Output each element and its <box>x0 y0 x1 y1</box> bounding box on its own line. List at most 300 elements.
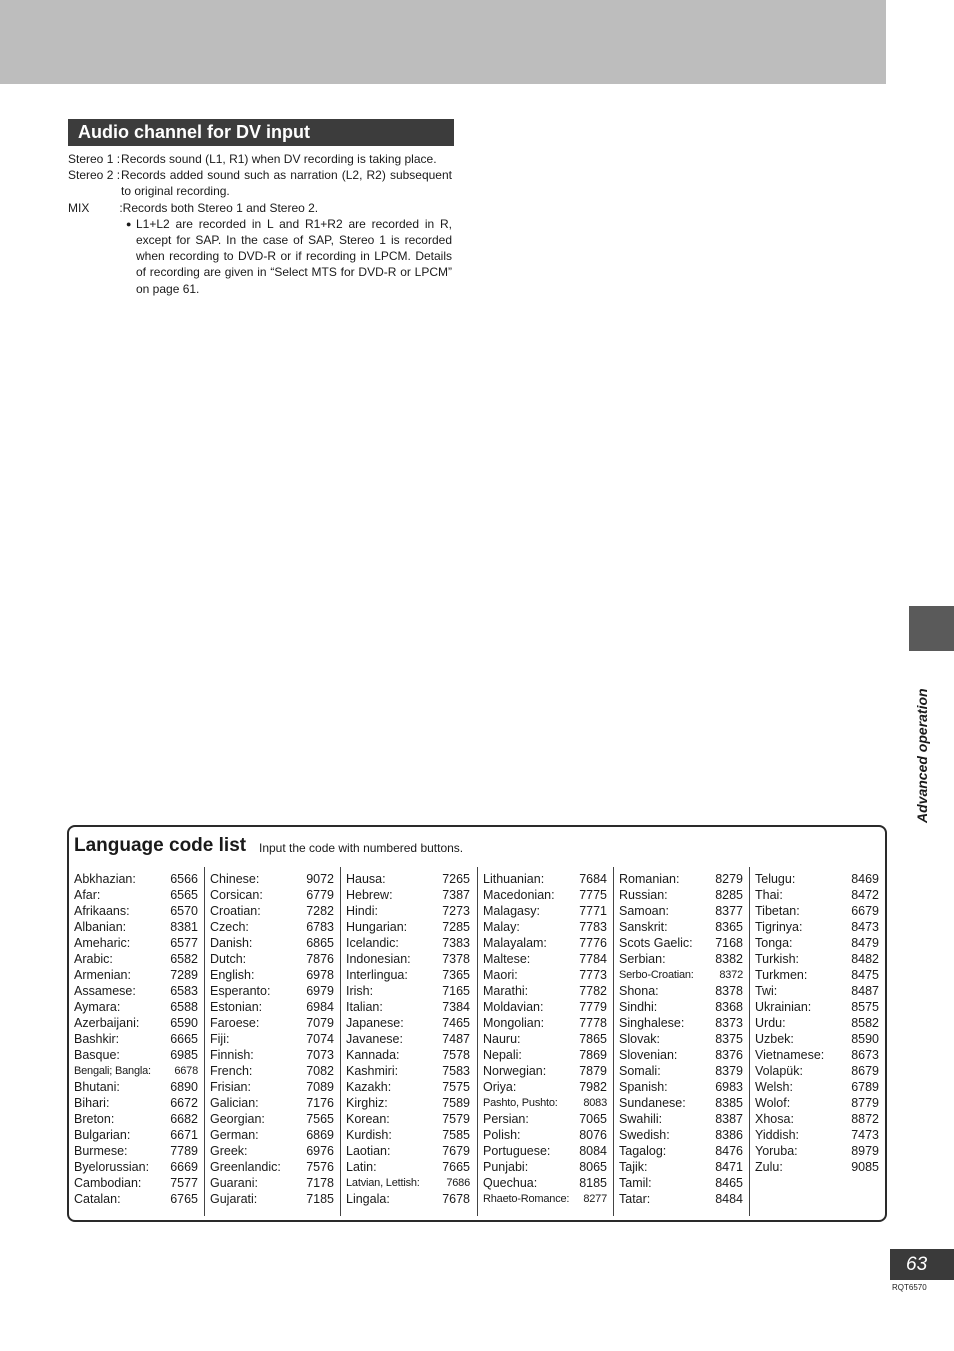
language-name: Yoruba: <box>755 1144 798 1158</box>
language-code: 6577 <box>170 936 198 950</box>
language-row <box>749 1015 885 1031</box>
language-row <box>68 1095 204 1111</box>
language-code: 7282 <box>306 904 334 918</box>
language-row <box>613 1095 749 1111</box>
language-row <box>477 1127 613 1143</box>
language-code: 6671 <box>170 1128 198 1142</box>
section-side-label: Advanced operation <box>914 688 930 823</box>
language-row <box>613 1159 749 1175</box>
language-name: Nepali: <box>483 1048 522 1062</box>
language-name: Tonga: <box>755 936 793 950</box>
language-row <box>749 1111 885 1127</box>
language-row <box>477 1015 613 1031</box>
language-code: 7565 <box>306 1112 334 1126</box>
language-name: Slovak: <box>619 1032 660 1046</box>
language-code: 7779 <box>579 1000 607 1014</box>
language-code: 6679 <box>851 904 879 918</box>
language-name: Serbo-Croatian: <box>619 969 694 981</box>
language-row <box>613 887 749 903</box>
language-name: Malay: <box>483 920 520 934</box>
language-name: Laotian: <box>346 1144 391 1158</box>
language-name: Bhutani: <box>74 1080 120 1094</box>
language-code: 8285 <box>715 888 743 902</box>
language-row <box>68 1143 204 1159</box>
language-row <box>204 1031 340 1047</box>
language-code: 7185 <box>306 1192 334 1206</box>
language-row <box>613 1079 749 1095</box>
language-row <box>613 1015 749 1031</box>
language-name: Bihari: <box>74 1096 110 1110</box>
language-row <box>204 1143 340 1159</box>
language-row <box>477 935 613 951</box>
language-name: Irish: <box>346 984 374 998</box>
language-row <box>340 871 476 887</box>
bullet-icon: ● <box>126 218 132 229</box>
language-name: Punjabi: <box>483 1160 529 1174</box>
language-code: 7065 <box>579 1112 607 1126</box>
audio-channel-definitions <box>68 151 452 297</box>
language-row <box>477 1079 613 1095</box>
language-list-subtitle: Input the code with numbered buttons. <box>259 841 464 855</box>
language-name: Malagasy: <box>483 904 540 918</box>
language-row <box>68 1111 204 1127</box>
language-row <box>340 967 476 983</box>
language-code: 7784 <box>579 952 607 966</box>
language-name: Greek: <box>210 1144 248 1158</box>
language-code: 8365 <box>715 920 743 934</box>
language-row <box>340 983 476 999</box>
language-name: French: <box>210 1064 253 1078</box>
language-name: Greenlandic: <box>210 1160 281 1174</box>
language-code: 8382 <box>715 952 743 966</box>
language-code: 6565 <box>170 888 198 902</box>
language-row <box>749 903 885 919</box>
language-row <box>477 1047 613 1063</box>
language-name: Vietnamese: <box>755 1048 825 1062</box>
language-list-title: Language code list <box>74 835 247 856</box>
language-name: Ukrainian: <box>755 1000 812 1014</box>
language-code: 6588 <box>170 1000 198 1014</box>
language-name: Swahili: <box>619 1112 663 1126</box>
language-code: 6582 <box>170 952 198 966</box>
language-name: Sanskrit: <box>619 920 668 934</box>
language-row <box>68 871 204 887</box>
language-name: Slovenian: <box>619 1048 678 1062</box>
language-name: Swedish: <box>619 1128 670 1142</box>
language-name: Croatian: <box>210 904 261 918</box>
language-name: Chinese: <box>210 872 260 886</box>
language-code: 8386 <box>715 1128 743 1142</box>
language-row <box>340 1063 476 1079</box>
language-row <box>68 935 204 951</box>
language-code: 6869 <box>306 1128 334 1142</box>
language-name: Armenian: <box>74 968 131 982</box>
language-row <box>340 1095 476 1111</box>
language-code: 8084 <box>579 1144 607 1158</box>
language-row <box>68 1063 204 1079</box>
language-row <box>68 1015 204 1031</box>
language-row <box>68 1159 204 1175</box>
language-code: 7585 <box>442 1128 470 1142</box>
language-code: 7775 <box>579 888 607 902</box>
language-row <box>68 967 204 983</box>
section-side-tab <box>909 606 954 651</box>
language-name: Tamil: <box>619 1176 652 1190</box>
language-row <box>477 1063 613 1079</box>
language-name: Wolof: <box>755 1096 791 1110</box>
language-row <box>749 967 885 983</box>
language-code: 7869 <box>579 1048 607 1062</box>
mix-description: :Records both Stereo 1 and Stereo 2. <box>119 200 319 215</box>
language-name: Tajik: <box>619 1160 648 1174</box>
language-name: Lithuanian: <box>483 872 545 886</box>
language-code: 8083 <box>583 1097 607 1109</box>
language-row <box>613 1175 749 1191</box>
language-row <box>340 1047 476 1063</box>
language-name: Assamese: <box>74 984 136 998</box>
language-code: 7289 <box>170 968 198 982</box>
language-name: Marathi: <box>483 984 529 998</box>
language-row <box>204 983 340 999</box>
language-code: 7082 <box>306 1064 334 1078</box>
language-row <box>613 951 749 967</box>
language-name: Romanian: <box>619 872 680 886</box>
language-name: Galician: <box>210 1096 259 1110</box>
language-name: Icelandic: <box>346 936 399 950</box>
language-row <box>613 903 749 919</box>
language-row <box>204 951 340 967</box>
language-row <box>340 1191 476 1207</box>
language-row <box>340 887 476 903</box>
language-code: 7465 <box>442 1016 470 1030</box>
language-name: Tatar: <box>619 1192 651 1206</box>
language-code: 7378 <box>442 952 470 966</box>
language-row <box>477 1191 613 1207</box>
language-row <box>68 1079 204 1095</box>
language-name: Lingala: <box>346 1192 390 1206</box>
language-code: 7982 <box>579 1080 607 1094</box>
language-row <box>204 1127 340 1143</box>
stereo1-term: Stereo 1 : <box>68 152 121 166</box>
language-row <box>613 1143 749 1159</box>
language-row <box>477 903 613 919</box>
language-row <box>340 919 476 935</box>
language-code: 7684 <box>579 872 607 886</box>
language-name: Rhaeto-Romance: <box>483 1193 570 1205</box>
language-row <box>613 983 749 999</box>
language-name: Kazakh: <box>346 1080 392 1094</box>
language-name: Burmese: <box>74 1144 128 1158</box>
language-name: Frisian: <box>210 1080 251 1094</box>
language-name: Bashkir: <box>74 1032 120 1046</box>
language-code: 8277 <box>583 1193 607 1205</box>
language-row <box>340 1143 476 1159</box>
language-name: Hindi: <box>346 904 378 918</box>
language-row <box>613 1063 749 1079</box>
language-code: 8872 <box>851 1112 879 1126</box>
mix-note-text: L1+L2 are recorded in L and R1+R2 are recorded in R, except for SAP. In the case of SAP, Stereo 1 is recorded when recording to DVD-R or if recording in LPCM. Details of recording are given in “Select MTS for DVD-R or LPCM” on page 61. <box>136 216 452 296</box>
language-code: 9085 <box>851 1160 879 1174</box>
language-code: 8381 <box>170 920 198 934</box>
language-column <box>613 871 749 1207</box>
language-name: Czech: <box>210 920 249 934</box>
language-code: 8476 <box>715 1144 743 1158</box>
language-name: Spanish: <box>619 1080 668 1094</box>
language-code: 8185 <box>579 1176 607 1190</box>
language-code: 8375 <box>715 1032 743 1046</box>
language-name: Guarani: <box>210 1176 258 1190</box>
top-header-band <box>0 0 886 84</box>
stereo2-definition <box>68 167 452 199</box>
language-row <box>204 871 340 887</box>
language-code: 7589 <box>442 1096 470 1110</box>
column-divider <box>204 867 205 1216</box>
language-name: Breton: <box>74 1112 115 1126</box>
language-name: Telugu: <box>755 872 796 886</box>
language-row <box>613 999 749 1015</box>
language-name: Corsican: <box>210 888 263 902</box>
language-name: Azerbaijani: <box>74 1016 140 1030</box>
language-code: 7578 <box>442 1048 470 1062</box>
language-row <box>68 1047 204 1063</box>
language-code: 6682 <box>170 1112 198 1126</box>
language-name: Mongolian: <box>483 1016 545 1030</box>
language-name: Latin: <box>346 1160 377 1174</box>
language-name: Portuguese: <box>483 1144 551 1158</box>
language-name: Scots Gaelic: <box>619 936 693 950</box>
language-name: Georgian: <box>210 1112 265 1126</box>
language-code: 7089 <box>306 1080 334 1094</box>
language-row <box>477 1095 613 1111</box>
mix-term: MIX <box>68 200 90 215</box>
language-row <box>477 999 613 1015</box>
language-row <box>340 935 476 951</box>
language-name: Esperanto: <box>210 984 271 998</box>
language-name: Kannada: <box>346 1048 400 1062</box>
language-name: Tibetan: <box>755 904 800 918</box>
language-code: 8387 <box>715 1112 743 1126</box>
column-divider <box>613 867 614 1216</box>
language-code: 7782 <box>579 984 607 998</box>
language-code: 8487 <box>851 984 879 998</box>
language-name: Estonian: <box>210 1000 263 1014</box>
language-code: 8590 <box>851 1032 879 1046</box>
language-code: 7879 <box>579 1064 607 1078</box>
language-name: Faroese: <box>210 1016 260 1030</box>
language-row <box>204 903 340 919</box>
language-code: 7176 <box>306 1096 334 1110</box>
language-code: 7776 <box>579 936 607 950</box>
language-row <box>749 1063 885 1079</box>
language-row <box>68 951 204 967</box>
language-row <box>613 1127 749 1143</box>
language-row <box>477 1111 613 1127</box>
language-code: 8065 <box>579 1160 607 1174</box>
language-code: 7285 <box>442 920 470 934</box>
language-name: German: <box>210 1128 259 1142</box>
language-code: 7384 <box>442 1000 470 1014</box>
language-name: Polish: <box>483 1128 521 1142</box>
language-row <box>749 1127 885 1143</box>
column-divider <box>749 867 750 1216</box>
stereo1-definition <box>68 151 452 167</box>
language-name: Serbian: <box>619 952 666 966</box>
language-code: 6678 <box>174 1065 198 1077</box>
language-row <box>613 871 749 887</box>
language-code: 7178 <box>306 1176 334 1190</box>
language-row <box>477 1159 613 1175</box>
language-name: Japanese: <box>346 1016 404 1030</box>
language-code: 8377 <box>715 904 743 918</box>
language-code: 7876 <box>306 952 334 966</box>
language-row <box>204 1159 340 1175</box>
language-code: 7576 <box>306 1160 334 1174</box>
language-code: 6789 <box>851 1080 879 1094</box>
language-row <box>477 983 613 999</box>
language-code: 7387 <box>442 888 470 902</box>
language-row <box>613 935 749 951</box>
language-code: 6665 <box>170 1032 198 1046</box>
language-row <box>68 1031 204 1047</box>
language-row <box>749 983 885 999</box>
language-code: 7073 <box>306 1048 334 1062</box>
language-name: Danish: <box>210 936 253 950</box>
language-name: Tigrinya: <box>755 920 803 934</box>
language-row <box>68 999 204 1015</box>
language-name: Fiji: <box>210 1032 230 1046</box>
language-code: 8479 <box>851 936 879 950</box>
language-code: 8465 <box>715 1176 743 1190</box>
language-code: 6978 <box>306 968 334 982</box>
stereo2-term: Stereo 2 : <box>68 168 121 183</box>
language-code: 7679 <box>442 1144 470 1158</box>
language-row <box>68 903 204 919</box>
language-code: 7577 <box>170 1176 198 1190</box>
language-name: Bengali; Bangla: <box>74 1065 151 1077</box>
language-code: 6983 <box>715 1080 743 1094</box>
language-name: Samoan: <box>619 904 670 918</box>
language-name: Welsh: <box>755 1080 793 1094</box>
language-name: Maltese: <box>483 952 531 966</box>
language-code: 8469 <box>851 872 879 886</box>
language-code: 7165 <box>442 984 470 998</box>
language-code: 7773 <box>579 968 607 982</box>
language-code: 7686 <box>446 1177 470 1189</box>
language-name: Korean: <box>346 1112 390 1126</box>
language-name: Singhalese: <box>619 1016 685 1030</box>
language-code: 7783 <box>579 920 607 934</box>
language-row <box>340 903 476 919</box>
language-code: 7365 <box>442 968 470 982</box>
language-name: Oriya: <box>483 1080 517 1094</box>
language-code: 8473 <box>851 920 879 934</box>
language-name: Turkmen: <box>755 968 808 982</box>
language-row <box>68 1191 204 1207</box>
language-code: 7789 <box>170 1144 198 1158</box>
language-code: 7771 <box>579 904 607 918</box>
language-name: Hausa: <box>346 872 386 886</box>
language-row <box>204 1095 340 1111</box>
language-code: 7583 <box>442 1064 470 1078</box>
language-code: 6979 <box>306 984 334 998</box>
language-code: 8484 <box>715 1192 743 1206</box>
language-name: Dutch: <box>210 952 247 966</box>
language-code: 8379 <box>715 1064 743 1078</box>
language-name: Turkish: <box>755 952 799 966</box>
language-row <box>340 951 476 967</box>
language-row <box>749 1031 885 1047</box>
language-code: 7265 <box>442 872 470 886</box>
language-code: 7168 <box>715 936 743 950</box>
language-code: 8482 <box>851 952 879 966</box>
language-name: Sundanese: <box>619 1096 686 1110</box>
language-code: 6583 <box>170 984 198 998</box>
language-name: Afrikaans: <box>74 904 130 918</box>
language-name: Uzbek: <box>755 1032 794 1046</box>
language-code: 8779 <box>851 1096 879 1110</box>
language-row <box>204 935 340 951</box>
language-name: Urdu: <box>755 1016 786 1030</box>
language-code: 6672 <box>170 1096 198 1110</box>
language-row <box>477 871 613 887</box>
mix-definition <box>68 200 452 216</box>
language-code: 8471 <box>715 1160 743 1174</box>
column-divider <box>477 867 478 1216</box>
language-name: Cambodian: <box>74 1176 142 1190</box>
language-row <box>749 1143 885 1159</box>
language-name: Quechua: <box>483 1176 538 1190</box>
language-name: Sindhi: <box>619 1000 658 1014</box>
language-code: 6669 <box>170 1160 198 1174</box>
language-name: Tagalog: <box>619 1144 667 1158</box>
language-row <box>340 1015 476 1031</box>
language-row <box>68 1127 204 1143</box>
language-code: 8979 <box>851 1144 879 1158</box>
language-row <box>204 967 340 983</box>
language-row <box>204 1063 340 1079</box>
language-name: Ameharic: <box>74 936 131 950</box>
language-column <box>477 871 613 1207</box>
page-number: 63 <box>890 1249 954 1280</box>
language-row <box>613 1111 749 1127</box>
language-name: Albanian: <box>74 920 127 934</box>
language-name: Yiddish: <box>755 1128 800 1142</box>
language-name: Abkhazian: <box>74 872 136 886</box>
language-code: 7575 <box>442 1080 470 1094</box>
language-code: 8368 <box>715 1000 743 1014</box>
language-row <box>204 1175 340 1191</box>
language-name: Russian: <box>619 888 668 902</box>
language-code: 8679 <box>851 1064 879 1078</box>
language-row <box>749 999 885 1015</box>
language-row <box>749 1095 885 1111</box>
document-code: RQT6570 <box>892 1283 927 1292</box>
language-code: 8378 <box>715 984 743 998</box>
language-code: 8475 <box>851 968 879 982</box>
mix-note <box>68 216 452 297</box>
language-row <box>613 967 749 983</box>
language-row <box>68 887 204 903</box>
language-row <box>340 1159 476 1175</box>
language-row <box>204 1191 340 1207</box>
stereo1-description: Records sound (L1, R1) when DV recording is taking place. <box>121 152 437 166</box>
language-name: Catalan: <box>74 1192 121 1206</box>
language-code: 8376 <box>715 1048 743 1062</box>
stereo2-description: Records added sound such as narration (L2, R2) subsequent to original recording. <box>121 168 452 199</box>
language-code: 7473 <box>851 1128 879 1142</box>
language-column <box>68 871 204 1207</box>
language-row <box>749 871 885 887</box>
